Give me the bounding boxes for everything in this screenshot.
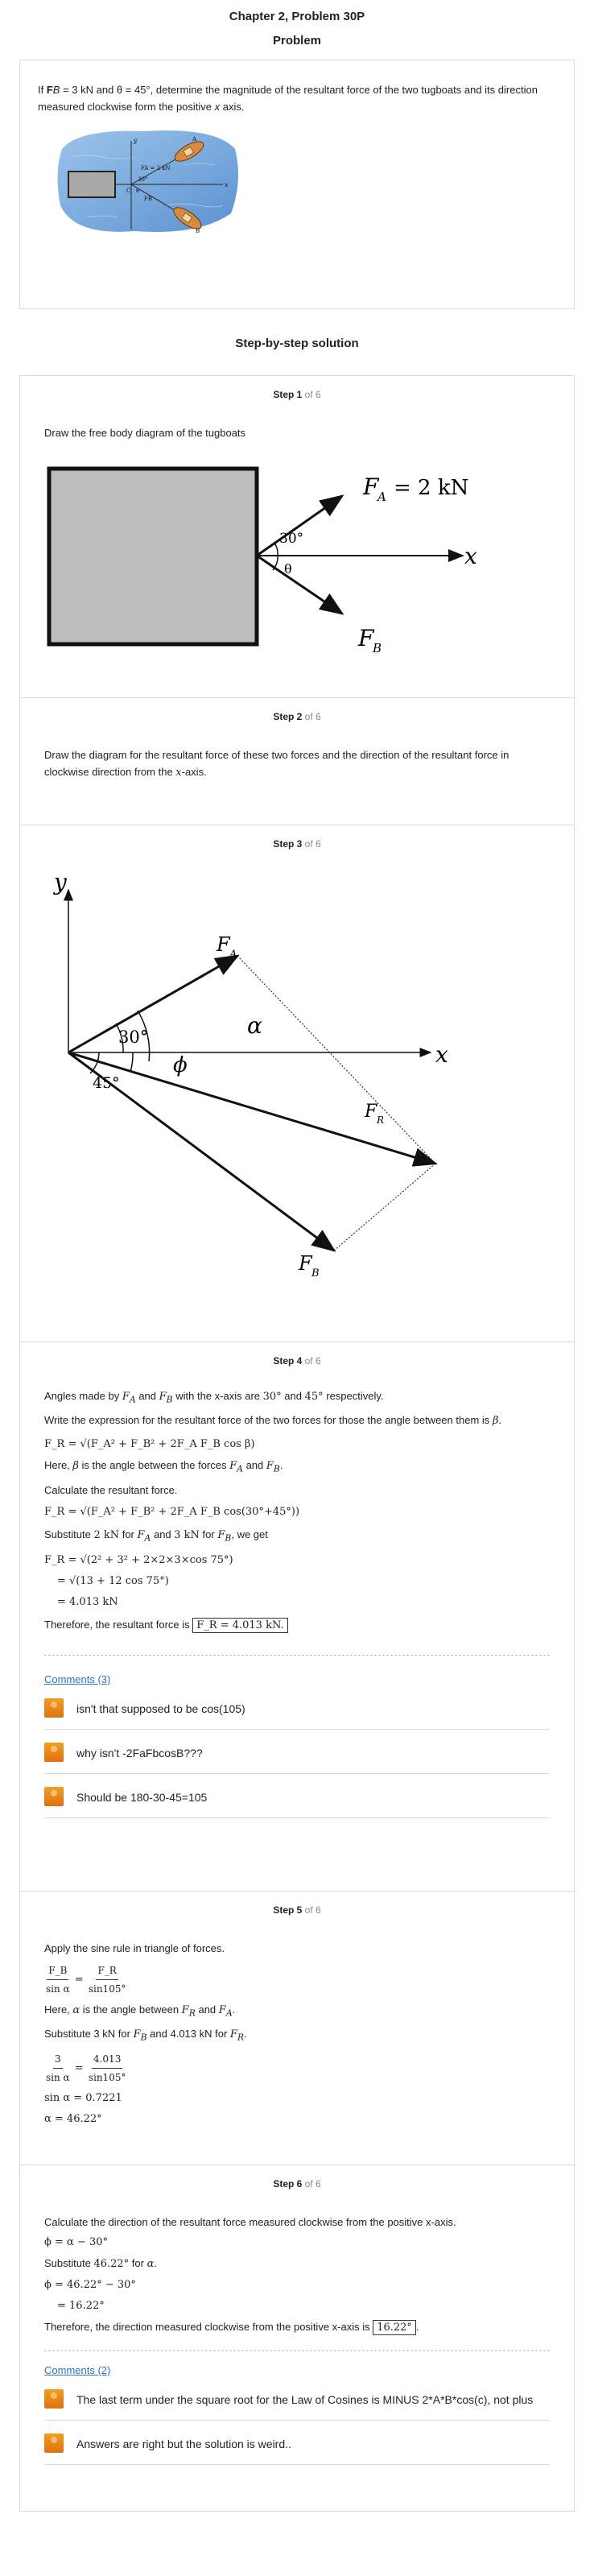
comments-link-step-4[interactable]: Comments (3): [44, 1673, 111, 1685]
step-heading: Step 3 of 6: [273, 838, 321, 850]
x-axis-label: x: [435, 1041, 448, 1068]
direction-text: Calculate the direction of the resultant force measured clockwise from the positive x-axis.: [44, 2216, 456, 2228]
fa-value: = 2 kN: [394, 476, 469, 500]
solution-card: [19, 375, 575, 2512]
barge: [68, 172, 115, 197]
user-avatar-icon[interactable]: [44, 2433, 64, 2453]
fa-sub: A: [377, 490, 386, 504]
direction-conclusion: Therefore, the direction measured clockwise from the positive x-axis is 16.22° .: [44, 2321, 419, 2334]
step-heading: Step 2 of 6: [273, 711, 321, 722]
fr-sub: R: [377, 1114, 385, 1126]
free-body-diagram: [44, 453, 527, 662]
step-1: [20, 375, 574, 697]
alpha-definition: Here, α is the angle between $F_R$ and $F_A$.: [44, 2003, 236, 2019]
label-30: 30°: [138, 176, 148, 183]
step-6: [20, 2165, 574, 2511]
comment: isn't that supposed to be cos(105): [44, 1685, 550, 1730]
fa-label: F: [217, 933, 230, 956]
step-heading: Step 6 of 6: [273, 2178, 321, 2189]
problem-card: [19, 60, 575, 309]
problem-heading: Problem: [272, 34, 321, 48]
angles-text: Angles made by $F_A$ and $F_B$ with the x-axis are 30° and 45° respectively.: [44, 1390, 384, 1405]
step-text: Draw the free body diagram of the tugboats: [44, 427, 246, 439]
beta-definition: Here, β is the angle between the forces $F_A$ and $F_B$.: [44, 1458, 283, 1474]
step-heading: Step 5 of 6: [273, 1904, 321, 1916]
label-fb: FB: [144, 196, 153, 202]
user-avatar-icon[interactable]: [44, 2389, 64, 2409]
sin-alpha-value: sin α = 0.7221: [44, 2092, 122, 2105]
label-a: A: [192, 136, 197, 143]
solution-title: Step-by-step solution: [235, 337, 359, 350]
resultant-formula-angles: F_R = √(F_A² + F_B² + 2F_A F_B cos(30°+45°)): [44, 1506, 300, 1519]
step-text: Draw the diagram for the resultant force of these two forces and the direction of the resultant force in clockwise direction from the x-axis.: [44, 749, 509, 779]
step-heading: Step 1 of 6: [273, 389, 321, 400]
step-5: [20, 1891, 574, 2165]
fb-sub: B: [311, 1267, 320, 1280]
label-theta: θ: [136, 188, 140, 194]
barge-box: [49, 469, 257, 644]
label-y: y: [134, 137, 138, 144]
direction-answer: 16.22°: [373, 2320, 416, 2335]
resultant-answer: F_R = 4.013 kN.: [192, 1618, 287, 1633]
theta-label: θ: [284, 561, 292, 577]
calc-text: Calculate the resultant force.: [44, 1484, 178, 1497]
comment: Should be 180-30-45=105: [44, 1774, 550, 1818]
angle-30-label: 30°: [118, 1028, 149, 1047]
fr-vector: [68, 1052, 435, 1164]
phi-calc-1: ϕ = 46.22° − 30°: [44, 2279, 136, 2291]
alpha-label: α: [247, 1012, 262, 1039]
force-fb-arrow: [257, 556, 342, 614]
resultant-formula: F_R = √(F_A² + F_B² + 2F_A F_B cos β): [44, 1437, 255, 1450]
fr-label: F: [365, 1102, 377, 1122]
divider: [44, 1655, 550, 1656]
comments-link-step-6[interactable]: Comments (2): [44, 2364, 111, 2376]
fb-label: F: [299, 1252, 312, 1275]
problem-statement: If FB = 3 kN and θ = 45°, determine the magnitude of the resultant force of the two tugboats and its direction measured clockwise form the positive x axis.: [38, 84, 538, 113]
alpha-value: α = 46.22°: [44, 2113, 102, 2126]
phi-formula: ϕ = α − 30°: [44, 2236, 108, 2248]
substitute-text: Substitute 2 kN for $F_A$ and 3 kN for $F_B$, we get: [44, 1528, 268, 1544]
fa-sub: A: [229, 949, 237, 961]
y-axis-label: y: [54, 869, 67, 895]
sine-rule-substituted: $\frac{3}{\text{sin α}}$ = $\frac{4.013}{\sin 105^\circ}$: [44, 2050, 550, 2086]
step-2: [20, 697, 574, 825]
angle-45-label: 45°: [93, 1074, 120, 1092]
label-c: C: [126, 188, 131, 194]
sine-rule-text: Apply the sine rule in triangle of forces.: [44, 1942, 225, 1954]
substitute-text: Substitute 46.22° for α.: [44, 2257, 157, 2270]
expression-text: Write the expression for the resultant force of the two forces for those the angle between them is β.: [44, 1413, 502, 1427]
user-avatar-icon[interactable]: [44, 1787, 64, 1806]
calc-line-1: F_R = √(2² + 3² + 2×2×3×cos 75°): [44, 1553, 233, 1566]
tugboat-figure: [54, 125, 247, 238]
substitute-text: Substitute 3 kN for $F_B$ and 4.013 kN for $F_R$.: [44, 2027, 247, 2043]
resultant-conclusion: Therefore, the resultant force is F_R = 4.013 kN.: [44, 1616, 550, 1634]
step-heading: Step 4 of 6: [273, 1355, 321, 1367]
user-avatar-icon[interactable]: [44, 1743, 64, 1762]
calc-line-2: = √(13 + 12 cos 75°): [57, 1574, 169, 1587]
phi-calc-2: = 16.22°: [57, 2300, 105, 2312]
label-x: x: [225, 181, 229, 188]
comment: Answers are right but the solution is weird..: [44, 2421, 550, 2465]
resultant-diagram: [44, 866, 527, 1317]
comment: why isn't -2FaFbcosB???: [44, 1730, 550, 1774]
sine-rule-equation: $\frac{F\_B}{\text{sin α}}$ = $\frac{F\_R}{\sin 105^\circ}$: [44, 1962, 550, 1998]
fa-vector: [68, 956, 237, 1052]
fa-label: F: [363, 473, 379, 500]
calc-line-3: = 4.013 kN: [57, 1595, 118, 1608]
step-3: [20, 825, 574, 1342]
phi-label: ϕ: [173, 1053, 188, 1077]
comment: The last term under the square root for the Law of Cosines is MINUS 2*A*B*cos(c), not plus: [44, 2376, 550, 2421]
step-4: [20, 1342, 574, 1891]
x-label: x: [464, 543, 477, 569]
fb-label: F: [358, 625, 374, 651]
fb-sub: B: [373, 641, 382, 655]
chapter-title: Chapter 2, Problem 30P: [229, 10, 365, 23]
label-b: B: [196, 228, 200, 234]
label-fa: FA = 2 kN: [141, 165, 171, 172]
angle-30-label: 30°: [279, 531, 304, 547]
user-avatar-icon[interactable]: [44, 1698, 64, 1718]
